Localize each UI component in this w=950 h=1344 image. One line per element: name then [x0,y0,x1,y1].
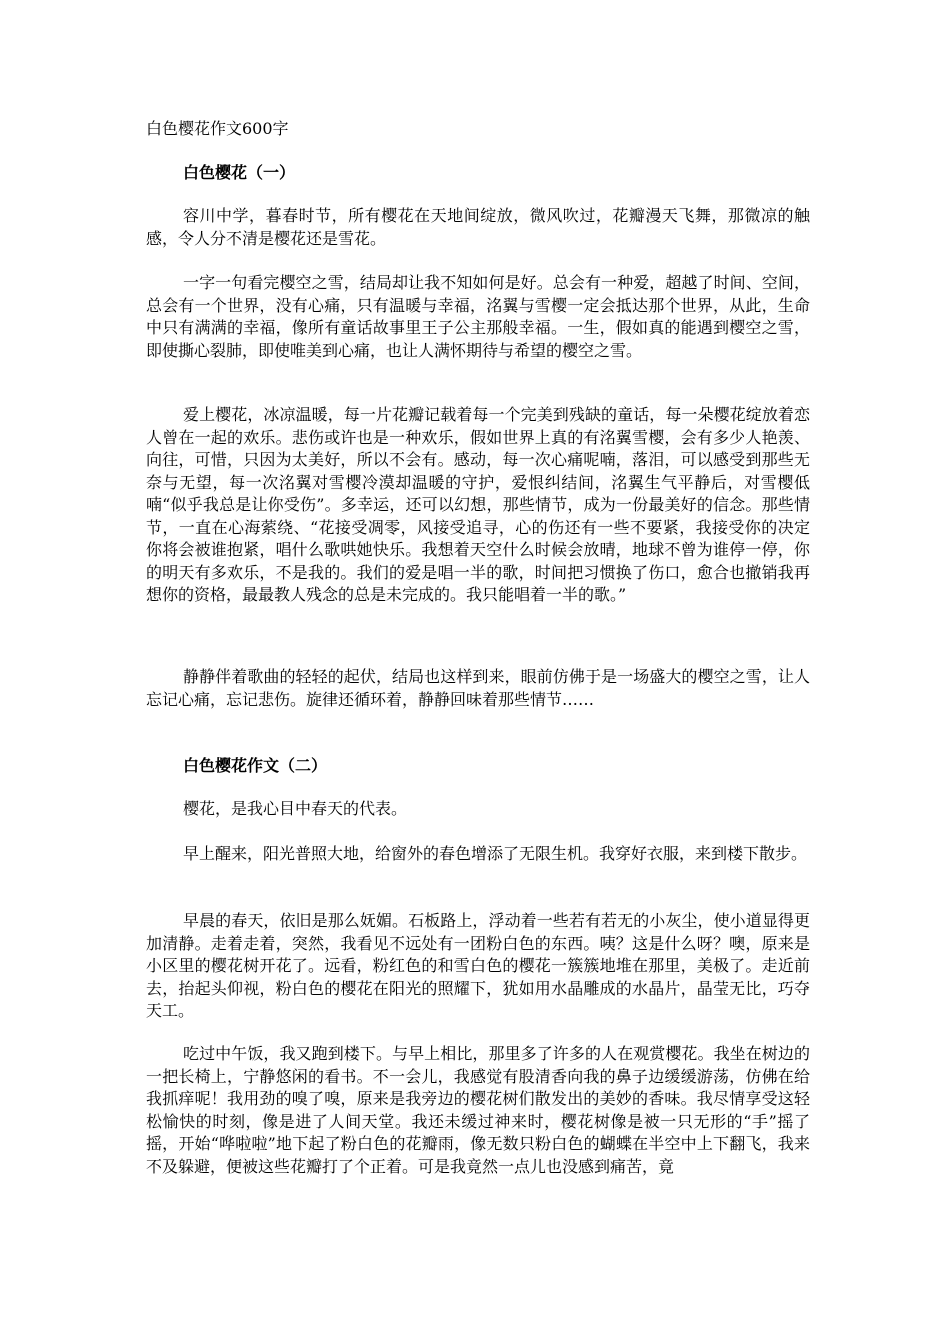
paragraph: 早上醒来，阳光普照大地，给窗外的春色增添了无限生机。我穿好衣服，来到楼下散步。 [183,844,808,863]
paragraph: 静静伴着歌曲的轻轻的起伏，结局也这样到来，眼前仿佛于是一场盛大的樱空之雪，让人忘记心痛，忘记悲伤。旋律还循环着，静静回味着那些情节…… [146,667,810,709]
paragraph: 爱上樱花，冰凉温暖，每一片花瓣记载着每一个完美到残缺的童话，每一朵樱花绽放着恋人曾在一起的欢乐。悲伤或许也是一种欢乐，假如世界上真的有洺翼雪樱，会有多少人艳羡、向往，可惜，只因为太美好，所以不会有。感动，每一次心痛呢喃，落泪，可以感受到那些无奈与无望，每一次洺翼对雪樱冷漠却温暖的守护，爱恨纠结间，洺翼生气平静后，对雪樱低喃“似乎我总是让你受伤”。多幸运，还可以幻想，那些情节，成为一份最美好的信念。那些情节，一直在心海萦绕、“花接受凋零，风接受追寻，心的伤还有一些不要紧，我接受你的决定你将会被谁抱紧，唱什么歌哄她快乐。我想着天空什么时候会放晴，地球不曾为谁停一停，你的明天有多欢乐，不是我的。我们的爱是唱一半的歌，时间把习惯换了伤口，愈合也撤销我再想你的资格，最最教人残念的总是未完成的。我只能唱着一半的歌。” [146,405,810,604]
paragraph: 容川中学，暮春时节，所有樱花在天地间绽放，微风吹过，花瓣漫天飞舞，那微凉的触感，令人分不清是樱花还是雪花。 [146,206,810,248]
section-heading-2: 白色樱花作文（二） [183,756,328,775]
paragraph: 早晨的春天，依旧是那么妩媚。石板路上，浮动着一些若有若无的小灰尘，使小道显得更加清静。走着走着，突然，我看见不远处有一团粉白色的东西。咦？这是什么呀？噢，原来是小区里的樱花树开花了。远看，粉红色的和雪白色的樱花一簇簇地堆在那里，美极了。走近前去，抬起头仰视，粉白色的樱花在阳光的照耀下，犹如用水晶雕成的水晶片，晶莹无比，巧夺天工。 [146,911,810,1020]
document-title: 白色樱花作文600字 [146,119,289,138]
section-heading-1: 白色樱花（一） [183,163,296,182]
paragraph: 樱花，是我心目中春天的代表。 [183,799,408,818]
paragraph: 一字一句看完樱空之雪，结局却让我不知如何是好。总会有一种爱，超越了时间、空间，总会有一个世界，没有心痛，只有温暖与幸福，洺翼与雪樱一定会抵达那个世界，从此，生命中只有满满的幸福，像所有童话故事里王子公主那般幸福。一生，假如真的能遇到樱空之雪，即使撕心裂肺，即使唯美到心痛，也让人满怀期待与希望的樱空之雪。 [146,273,810,360]
paragraph: 吃过中午饭，我又跑到楼下。与早上相比，那里多了许多的人在观赏樱花。我坐在树边的一把长椅上，宁静悠闲的看书。不一会儿，我感觉有股清香向我的鼻子边缓缓游荡，仿佛在给我抓痒呢！我用劲的嗅了嗅，原来是我旁边的樱花树们散发出的美妙的香味。我尽情享受这轻松愉快的时刻，像是进了人间天堂。我还未缓过神来时，樱花树像是被一只无形的“手”摇了摇，开始“哗啦啦”地下起了粉白色的花瓣雨，像无数只粉白色的蝴蝶在半空中上下翻飞，我来不及躲避，便被这些花瓣打了个正着。可是我竟然一点儿也没感到痛苦，竟 [146,1044,810,1176]
